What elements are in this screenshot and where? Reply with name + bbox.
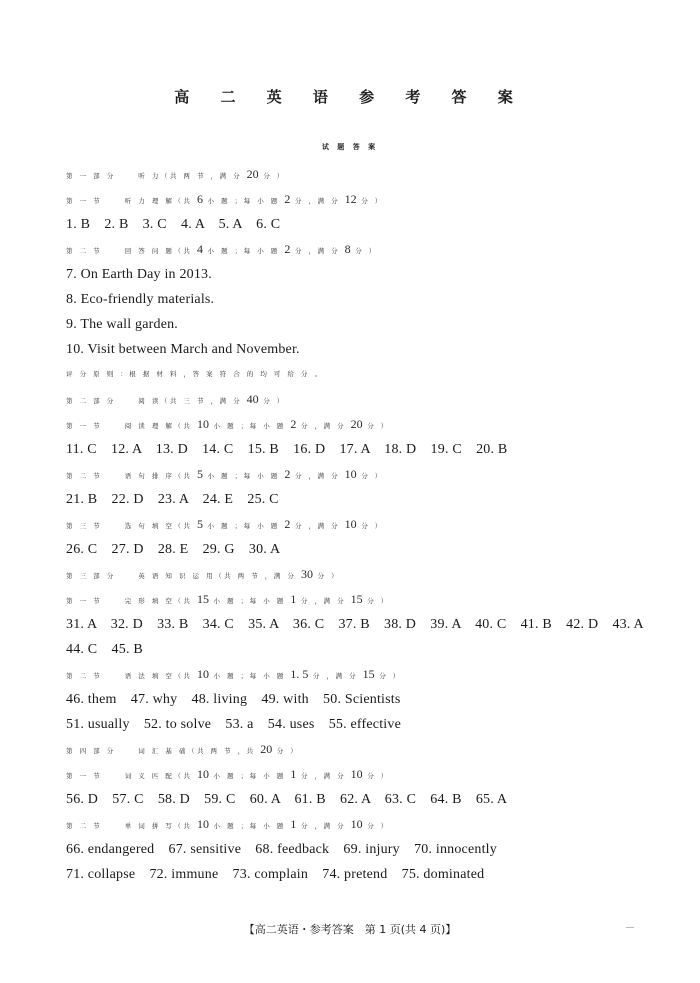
answer-line: 51. usually 52. to solve 53. a 54. uses 55. effective bbox=[66, 717, 402, 732]
section-number: 15 bbox=[196, 592, 209, 606]
section-number: 10 bbox=[350, 767, 363, 781]
corner-mark bbox=[626, 927, 634, 928]
section-number: 1 bbox=[290, 592, 297, 606]
section-text: 小 题 ；每 小 题 bbox=[202, 472, 285, 480]
section-heading: 试 题 答 案 bbox=[321, 143, 379, 151]
section-number: 10 bbox=[196, 417, 209, 431]
section-text: 分 ） bbox=[356, 472, 384, 480]
section-text: 分 ，满 分 bbox=[290, 197, 345, 205]
answer-line: 46. them 47. why 48. living 49. with 50. Scientists bbox=[66, 692, 401, 707]
section-text: 分 ，满 分 bbox=[308, 672, 363, 680]
section-number: 20 bbox=[350, 417, 363, 431]
section-text: 第 一 节 阅 读 理 解（共 bbox=[66, 422, 197, 430]
answer-content bbox=[66, 162, 646, 887]
section-text: 分 ，满 分 bbox=[296, 772, 351, 780]
answer-line: 31. A 32. D 33. B 34. C 35. A 36. C 37. B 38. D 39. A 40. C 41. B 42. D 43. A bbox=[66, 617, 644, 632]
section-number: 40 bbox=[246, 392, 259, 406]
section-number: 10 bbox=[196, 667, 209, 681]
answer-line: 9. The wall garden. bbox=[66, 317, 179, 332]
answer-line: 21. B 22. D 23. A 24. E 25. C bbox=[66, 492, 279, 507]
section-text: 评 分 原 则 ：根 据 材 料 ，答 案 符 合 的 均 可 给 分 。 bbox=[66, 370, 324, 378]
section-header bbox=[66, 662, 646, 687]
section-text: 第 三 部 分 英 语 知 识 运 用（共 两 节 ，满 分 bbox=[66, 572, 301, 580]
section-number: 2 bbox=[284, 467, 291, 481]
section-text: 第 三 节 选 句 填 空（共 bbox=[66, 522, 197, 530]
section-text: 第 二 部 分 阅 读（共 三 节 ，满 分 bbox=[66, 397, 247, 405]
section-text: 第 二 节 语 法 填 空（共 bbox=[66, 672, 197, 680]
section-text: 小 题 ；每 小 题 bbox=[202, 247, 285, 255]
section-text: 分 ，满 分 bbox=[290, 247, 345, 255]
section-text: 分 ，满 分 bbox=[290, 522, 345, 530]
section-number: 20 bbox=[246, 167, 259, 181]
section-number: 10 bbox=[344, 517, 357, 531]
section-text: 第 一 节 词 义 匹 配（共 bbox=[66, 772, 197, 780]
section-header bbox=[66, 162, 646, 187]
section-text: 分 ） bbox=[356, 522, 384, 530]
section-text: 分 ） bbox=[362, 772, 390, 780]
section-number: 8 bbox=[344, 242, 351, 256]
section-text: 小 题 ；每 小 题 bbox=[208, 597, 291, 605]
answer-line: 26. C 27. D 28. E 29. G 30. A bbox=[66, 542, 281, 557]
section-text: 分 ） bbox=[258, 397, 286, 405]
section-text: 分 ） bbox=[350, 247, 378, 255]
section-number: 4 bbox=[196, 242, 203, 256]
section-number: 12 bbox=[344, 192, 357, 206]
section-text: 第 一 部 分 听 力（共 两 节 ，满 分 bbox=[66, 172, 247, 180]
section-text: 分 ，满 分 bbox=[296, 822, 351, 830]
section-number: 1 bbox=[290, 767, 297, 781]
section-number: 20 bbox=[260, 742, 273, 756]
section-number: 2 bbox=[290, 417, 297, 431]
section-header bbox=[66, 737, 646, 762]
section-number: 10 bbox=[350, 817, 363, 831]
section-text: 小 题 ；每 小 题 bbox=[202, 197, 285, 205]
section-text: 分 ，满 分 bbox=[290, 472, 345, 480]
section-text: 第 一 节 听 力 理 解（共 bbox=[66, 197, 197, 205]
section-header bbox=[66, 562, 646, 587]
section-number: 1. 5 bbox=[290, 667, 309, 681]
section-number: 15 bbox=[362, 667, 375, 681]
section-text: 小 题 ；每 小 题 bbox=[208, 822, 291, 830]
section-text: 分 ，满 分 bbox=[296, 422, 351, 430]
section-number: 1 bbox=[290, 817, 297, 831]
section-text: 分 ） bbox=[272, 747, 300, 755]
section-text: 分 ） bbox=[258, 172, 286, 180]
section-text: 小 题 ；每 小 题 bbox=[208, 772, 291, 780]
answer-line: 56. D 57. C 58. D 59. C 60. A 61. B 62. A 63. C 64. B 65. A bbox=[66, 792, 508, 807]
section-text: 分 ） bbox=[312, 572, 341, 580]
section-number: 2 bbox=[284, 242, 291, 256]
answer-line: 44. C 45. B bbox=[66, 642, 143, 657]
section-text: 第 二 节 语 句 排 序（共 bbox=[66, 472, 197, 480]
section-text: 小 题 ；每 小 题 bbox=[208, 422, 291, 430]
section-text: 小 题 ；每 小 题 bbox=[208, 672, 291, 680]
section-text: 分 ） bbox=[362, 597, 390, 605]
section-number: 10 bbox=[344, 467, 357, 481]
section-text: 第 二 节 单 词 拼 写（共 bbox=[66, 822, 197, 830]
section-number: 15 bbox=[350, 592, 363, 606]
section-header bbox=[66, 462, 646, 487]
section-header bbox=[66, 187, 646, 212]
page-title: 高 二 英 语 参 考 答 案 bbox=[174, 88, 526, 106]
section-number: 5 bbox=[196, 467, 203, 481]
section-text: 分 ） bbox=[374, 672, 402, 680]
answer-line: 66. endangered 67. sensitive 68. feedback 69. injury 70. innocently bbox=[66, 842, 497, 857]
section-number: 2 bbox=[284, 192, 291, 206]
answer-line: 7. On Earth Day in 2013. bbox=[66, 267, 212, 282]
section-text: 第 一 节 完 形 填 空（共 bbox=[66, 597, 197, 605]
section-text: 第 四 部 分 词 汇 基 础（共 两 节 ，共 bbox=[66, 747, 261, 755]
section-text: 分 ） bbox=[356, 197, 384, 205]
section-number: 10 bbox=[196, 767, 209, 781]
section-text: 分 ） bbox=[362, 422, 390, 430]
section-text: 分 ） bbox=[362, 822, 390, 830]
section-header bbox=[66, 812, 646, 837]
section-header bbox=[66, 762, 646, 787]
answer-line: 1. B 2. B 3. C 4. A 5. A 6. C bbox=[66, 217, 281, 232]
section-header bbox=[66, 512, 646, 537]
section-header bbox=[66, 587, 646, 612]
section-text: 小 题 ；每 小 题 bbox=[202, 522, 285, 530]
answer-line: 71. collapse 72. immune 73. complain 74. pretend 75. dominated bbox=[66, 867, 485, 882]
section-text: 分 ，满 分 bbox=[296, 597, 351, 605]
section-number: 30 bbox=[300, 567, 313, 581]
section-number: 10 bbox=[196, 817, 209, 831]
answer-line: 8. Eco-friendly materials. bbox=[66, 292, 215, 307]
section-header bbox=[66, 412, 646, 437]
section-number: 2 bbox=[284, 517, 291, 531]
section-header bbox=[66, 237, 646, 262]
answer-line: 10. Visit between March and November. bbox=[66, 342, 300, 357]
section-number: 6 bbox=[196, 192, 203, 206]
page-footer: 【高二英语・参考答案 第 1 页(共 4 页)】 bbox=[243, 923, 457, 936]
answer-line: 11. C 12. A 13. D 14. C 15. B 16. D 17. A 18. D 19. C 20. B bbox=[66, 442, 508, 457]
section-number: 5 bbox=[196, 517, 203, 531]
section-header bbox=[66, 387, 646, 412]
section-text: 第 二 节 回 答 问 题（共 bbox=[66, 247, 197, 255]
section-header bbox=[66, 362, 646, 387]
